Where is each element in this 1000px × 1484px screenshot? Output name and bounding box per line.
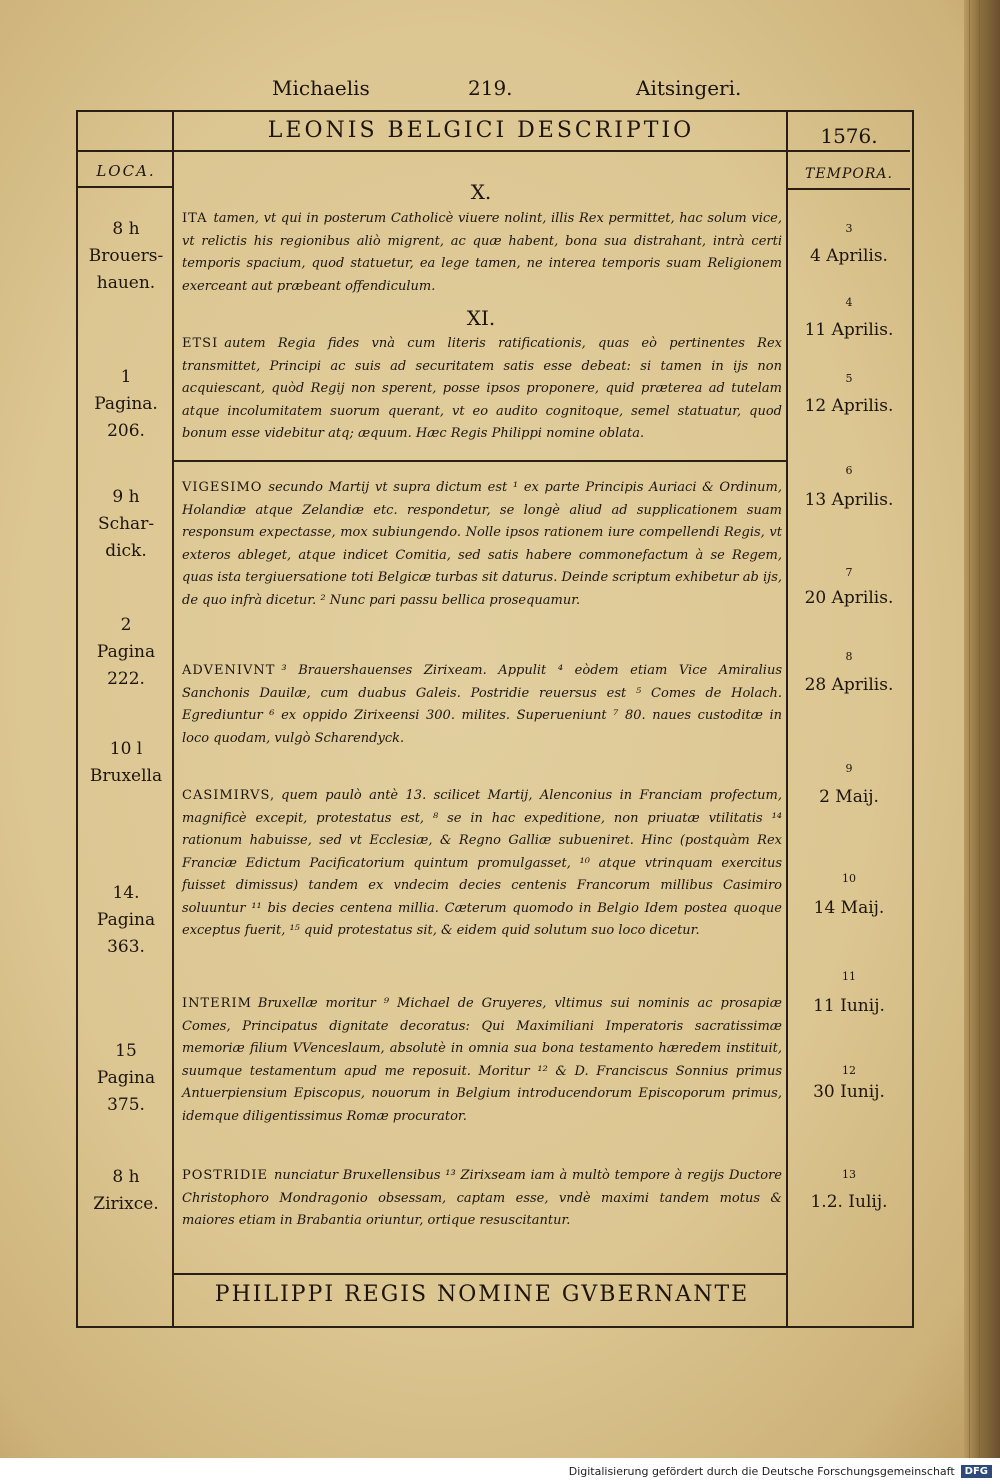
tempora-rule [786, 188, 910, 190]
loca-line: 2 [120, 615, 132, 635]
spine-edge [979, 0, 980, 1484]
column-rule-right [786, 110, 788, 1326]
tempora-date: 20 Aprilis. [804, 588, 894, 608]
loca-line: Pagina [96, 1068, 156, 1088]
loca-rule [78, 186, 172, 188]
loca-line: Pagina. [94, 394, 158, 414]
paragraph [182, 333, 782, 446]
loca-line: 1 [120, 367, 132, 387]
loca-line: 375. [107, 1095, 145, 1115]
tempora-note-number: 8 [845, 650, 853, 663]
year-rule [786, 150, 910, 152]
year-label: 1576. [820, 124, 878, 148]
paragraph-text: nunciatur Bruxellensibus ¹³ Zirixseam iam à multò tempore à regijs Ductore Christophoro Mondragonio obsessam, captam esse, vndè maximi tandem motus & maiores etiam in Brabantia oriuntur, ortique resuscitantur. [182, 1168, 782, 1228]
loca-line: Pagina [96, 910, 156, 930]
tempora-note-number: 5 [845, 372, 853, 385]
paragraph-lead: CASIMIRVS, [182, 788, 276, 803]
loca-note [80, 1164, 172, 1218]
loca-note [80, 364, 172, 445]
bottom-title: PHILIPPI REGIS NOMINE GVBERNANTE [214, 1282, 750, 1307]
loca-line: 222. [107, 669, 145, 689]
loca-line: dick. [105, 541, 147, 561]
tempora-note-number: 7 [845, 566, 853, 579]
loca-line: Schar- [97, 514, 155, 534]
loca-line: 9 h [112, 487, 140, 507]
spine-edge [989, 0, 990, 1484]
paragraph-lead: INTERIM [182, 996, 252, 1011]
paragraph-text: autem Regia fides vnà cum literis ratificationis, quas eò pertinentes Rex transmittet, Principi ac suis ad securitatem satis esse debeat: si tamen in ijs non acquiescant, quòd Regij non sperent, posse ipsos proponere, quid præterea ad tutelam atque incolumitatem suorum querant, vt eo audito cognitoque, semel statuatur, quod bonum esse videbitur atq; æquum. Hæc Regis Philippi nomine oblata. [182, 336, 782, 441]
loca-rule [78, 150, 172, 152]
tempora-note-number: 13 [842, 1168, 856, 1181]
page-title: LEONIS BELGICI DESCRIPTIO [267, 118, 695, 143]
tempora-note-number: 12 [842, 1064, 856, 1077]
running-head-left: Michaelis [272, 76, 370, 100]
section-number: XI. [466, 306, 496, 330]
loca-line: 363. [107, 937, 145, 957]
spine-edge [969, 0, 970, 1484]
loca-note [80, 216, 172, 297]
tempora-date: 4 Aprilis. [810, 246, 888, 266]
loca-line: hauen. [96, 273, 156, 293]
paragraph [182, 660, 782, 750]
tempora-date: 2 Maij. [819, 787, 879, 807]
tempora-note-number: 3 [845, 222, 853, 235]
paragraph-text: Bruxellæ moritur ⁹ Michael de Gruyeres, vltimus sui nominis ac prosapiæ Comes, Principatus dignitate decoratus: Qui Maximiliani Imperatoris sacratissimæ memoriæ filium VVenceslaum, absolutè in omnia sua bona testamento hæredem instituit, suumque testamentum apud me reposuit. Moritur ¹² & D. Franciscus Sonnius primus Antuerpiensium Episcopus, nouorum in Belgium introducendorum Episcoporum primus, idemque diligentissimus Romæ procurator. [182, 996, 782, 1124]
tempora-date: 12 Aprilis. [804, 396, 894, 416]
paragraph-lead: ITA [182, 211, 208, 226]
dfg-logo: DFG [961, 1465, 992, 1478]
paragraph-lead: VIGESIMO [182, 480, 263, 495]
loca-note [80, 612, 172, 693]
running-head-right: Aitsingeri. [636, 76, 742, 100]
tempora-note-number: 9 [845, 762, 853, 775]
tempora-date: 13 Aprilis. [804, 490, 894, 510]
tempora-date: 11 Aprilis. [804, 320, 894, 340]
loca-label: LOCA. [96, 162, 156, 180]
tempora-date: 28 Aprilis. [804, 675, 894, 695]
loca-note [80, 880, 172, 961]
paragraph-text: tamen, vt qui in posterum Catholicè viuere nolint, illis Rex permittet, hac solum vice, vt relictis his regionibus aliò migrent, ac quæ habent, bona sua distrahant, intrà certi temporis spacium, quod statuetur, ea lege tamen, ne interea temporis suam Religionem exerceant aut præbeant offendiculum. [182, 211, 782, 294]
title-rule [172, 150, 786, 152]
loca-line: Pagina [96, 642, 156, 662]
tempora-note-number: 11 [842, 970, 856, 983]
loca-line: Zirixce. [93, 1194, 159, 1214]
section-number: X. [470, 180, 492, 204]
loca-line: 206. [107, 421, 145, 441]
paragraph-text: secundo Martij vt supra dictum est ¹ ex parte Principis Auriaci & Ordinum, Holandiæ atque Zelandiæ etc. respondetur, se longè aliud ad supplicationem suam responsum expectasse, mox subiungendo. Nolle ipsos rationem iure compellendi Regis, vt exteros ableget, atque indicet Comitia, sed satis habere commonefactum à se Regem, quas ista tergiuersatione toti Belgicæ turbas sit daturus. Deinde scriptum exhibetur ab ijs, de quo infrà dicetur. ² Nunc pari passu bellica prosequamur. [182, 480, 782, 608]
tempora-note-number: 4 [845, 296, 853, 309]
loca-note [80, 736, 172, 790]
loca-line: 10 l [109, 739, 143, 759]
paragraph [182, 785, 782, 943]
loca-line: 14. [112, 883, 140, 903]
tempora-date: 1.2. Iulij. [810, 1192, 888, 1212]
loca-line: Brouers- [88, 246, 164, 266]
paragraph [182, 477, 782, 612]
section-rule [172, 460, 786, 462]
loca-note [80, 1038, 172, 1119]
loca-line: 8 h [112, 219, 140, 239]
paragraph [182, 993, 782, 1128]
paragraph-lead: POSTRIDIE [182, 1168, 268, 1183]
paragraph-text: ³ Brauershauenses Zirixeam. Appulit ⁴ eòdem etiam Vice Amiralius Sanchonis Dauilæ, cum duabus Galeis. Postridie reuersus est ⁵ Comes de Holach. Egrediuntur ⁶ ex oppido Zirixeensi 300. milites. Superueniunt ⁷ 80. naues custoditæ in loco quodam, vulgò Scharendyck. [182, 663, 782, 746]
tempora-date: 11 Iunij. [813, 996, 885, 1016]
paragraph-lead: ETSI [182, 336, 219, 351]
paragraph [182, 1165, 782, 1233]
column-rule-left [172, 110, 174, 1326]
loca-line: Bruxella [89, 766, 163, 786]
tempora-note-number: 10 [842, 872, 856, 885]
paragraph [182, 208, 782, 298]
tempora-note-number: 6 [845, 464, 853, 477]
footer-text: Digitalisierung gefördert durch die Deutsche Forschungsgemeinschaft [568, 1464, 955, 1478]
tempora-date: 30 Iunij. [813, 1082, 885, 1102]
tempora-date: 14 Maij. [813, 898, 885, 918]
page-number: 219. [468, 76, 513, 100]
loca-note [80, 484, 172, 565]
loca-line: 15 [115, 1041, 137, 1061]
bottom-rule [172, 1273, 786, 1275]
tempora-label: TEMPORA. [805, 166, 893, 182]
paragraph-lead: ADVENIVNT [182, 663, 276, 678]
paragraph-text: quem paulò antè 13. scilicet Martij, Alenconius in Franciam profectum, magnificè excepit, protestatus est, ⁸ se in hac expeditione, non priuatæ vtilitatis ¹⁴ rationum habuisse, sed vt Ecclesiæ, & Regno Galliæ subueniret. Hinc (postquàm Rex Franciæ Edictum Pacificatorium quintum promulgasset, ¹⁰ atque vtrinquam exercitus fuisset dimissus) tandem ex vndecim decies centenis Francorum millibus Casimiro soluuntur ¹¹ bis decies centena millia. Cæterum quomodo in Belgio Idem postea quoque exceptus fuerit, ¹⁵ quid protestatus sit, & eidem quid solutum suo loco dicetur. [182, 788, 782, 938]
loca-line: 8 h [112, 1167, 140, 1187]
footer-bar [0, 1458, 1000, 1484]
